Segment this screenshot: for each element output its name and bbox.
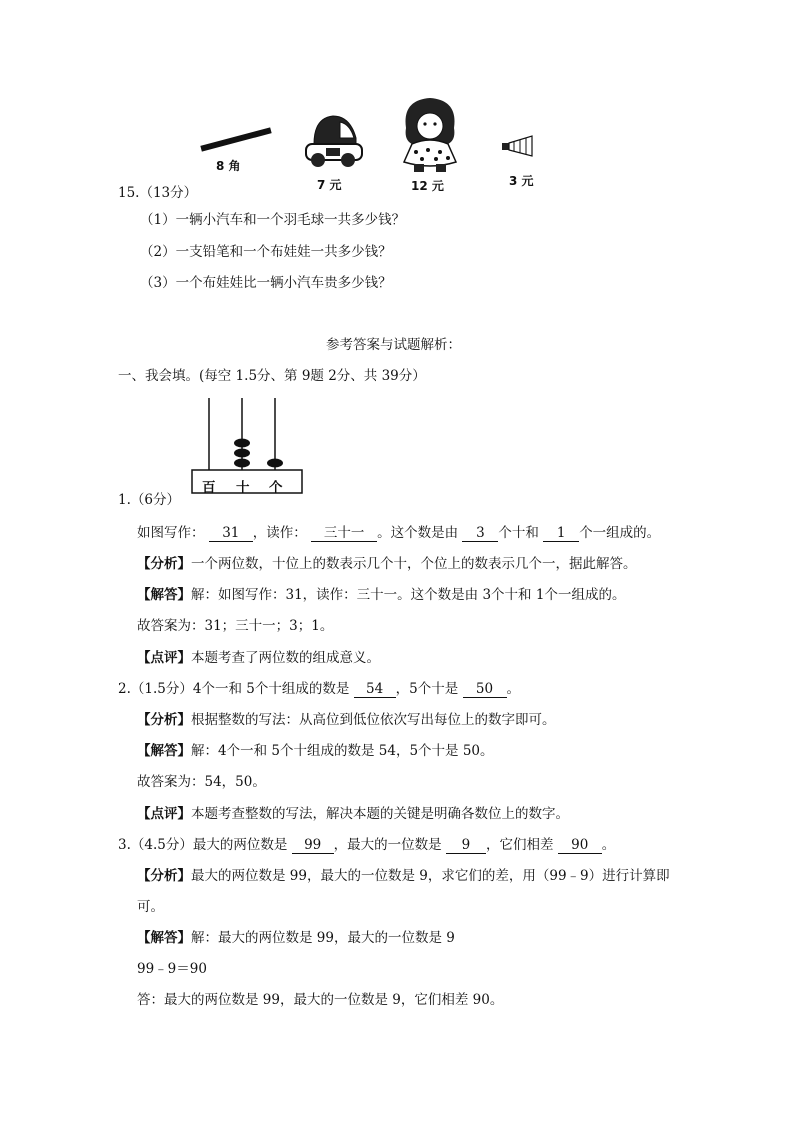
abacus-label-tens: 十 (236, 480, 250, 496)
item-price: 7 元 (317, 178, 342, 192)
abacus-label-hundreds: 百 (202, 480, 216, 496)
abacus-bead (267, 459, 283, 468)
answer-2-question: 2.（1.5分）4个一和 5个十组成的数是 54 ，5个十是 50 。 (118, 681, 521, 697)
blank-max-two-digit: 99 (292, 838, 334, 854)
doll-icon (398, 96, 462, 176)
blank-read: 三十一 (311, 526, 377, 542)
answer-1-question: 如图写作： 31 ，读作： 三十一 。这个数是由 3 个十和 1 个一组成的。 (137, 525, 661, 541)
answer-3-final: 答：最大的两位数是 99，最大的一位数是 9，它们相差 90。 (137, 992, 504, 1008)
answers-title: 参考答案与试题解析： (326, 337, 461, 353)
question-15-sub-3: （3）一个布娃娃比一辆小汽车贵多少钱？ (140, 275, 392, 291)
answer-1-analysis: 【分析】一个两位数，十位上的数表示几个十，个位上的数表示几个一，据此解答。 (137, 556, 637, 572)
answer-3-question: 3.（4.5分）最大的两位数是 99 ，最大的一位数是 9 ，它们相差 90 。 (118, 837, 616, 853)
answer-3-solution: 【解答】解：最大的两位数是 99，最大的一位数是 9 (137, 930, 455, 946)
answer-3-analysis: 【分析】最大的两位数是 99，最大的一位数是 9，求它们的差，用（99﹣9）进行计算即 (137, 868, 670, 884)
pencil-icon (200, 126, 272, 152)
answer-3-analysis-cont: 可。 (137, 899, 164, 915)
answer-1-solution: 【解答】解：如图写作：31，读作：三十一。这个数是由 3个十和 1个一组成的。 (137, 587, 626, 603)
shuttlecock-icon (500, 134, 536, 158)
question-15-header: 15.（13分） (118, 185, 198, 201)
blank-max-one-digit: 9 (446, 838, 486, 854)
blank-difference: 90 (558, 838, 602, 854)
answer-1-comment: 【点评】本题考查了两位数的组成意义。 (137, 650, 380, 666)
section-1-header: 一、我会填。(每空 1.5分、第 9题 2分、共 39分） (118, 368, 426, 384)
answer-2-analysis: 【分析】根据整数的写法：从高位到低位依次写出每位上的数字即可。 (137, 712, 556, 728)
abacus-bead (234, 459, 250, 468)
answer-2-comment: 【点评】本题考查整数的写法，解决本题的关键是明确各数位上的数字。 (137, 806, 569, 822)
answer-1-final: 故答案为：31；三十一；3；1。 (137, 618, 334, 634)
question-15-sub-1: （1）一辆小汽车和一个羽毛球一共多少钱？ (140, 212, 406, 228)
blank-ones: 1 (543, 526, 579, 542)
blank-tens: 3 (462, 526, 498, 542)
answer-2-solution: 【解答】解：4个一和 5个十组成的数是 54，5个十是 50。 (137, 743, 494, 759)
item-price: 12 元 (411, 179, 444, 193)
toy-car-icon (300, 110, 366, 172)
item-price: 8 角 (216, 159, 241, 173)
abacus-bead (234, 439, 250, 448)
answer-1-header: 1.（6分） (118, 492, 180, 508)
abacus-bead (234, 449, 250, 458)
question-15-sub-2: （2）一支铅笔和一个布娃娃一共多少钱？ (140, 244, 392, 260)
blank-tens-value: 50 (463, 682, 507, 698)
abacus-label-ones: 个 (269, 480, 283, 496)
blank-number: 54 (354, 682, 396, 698)
answer-3-calc: 99﹣9＝90 (137, 961, 207, 977)
item-price: 3 元 (509, 174, 534, 188)
answer-2-final: 故答案为：54，50。 (137, 774, 266, 790)
blank-written: 31 (209, 526, 253, 542)
